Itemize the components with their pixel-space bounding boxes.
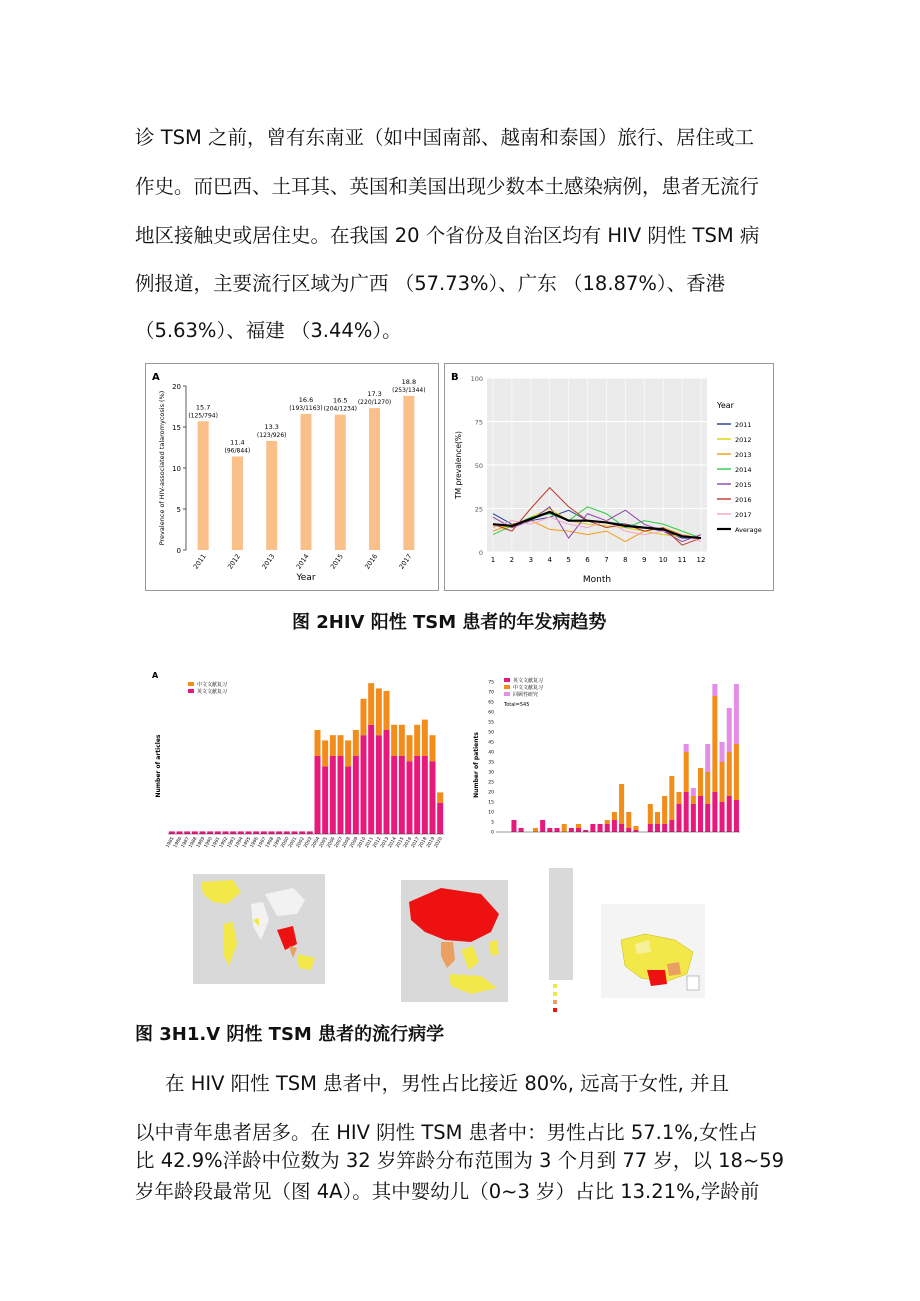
y-tick-label: 75: [474, 418, 483, 427]
bar-segment: [598, 824, 603, 832]
bar-segment: [422, 720, 428, 756]
bar-segment: [376, 688, 382, 735]
x-tick-label: 1989: [196, 836, 207, 849]
fig2a-bar-chart: [146, 364, 438, 590]
x-tick-label: 1992: [219, 836, 230, 849]
bar-segment: [207, 831, 213, 834]
data-label: (96/844): [224, 447, 251, 455]
bar-segment: [720, 802, 725, 832]
x-tick-label: 2015: [395, 836, 406, 849]
bar-segment: [376, 735, 382, 834]
bar-segment: [230, 831, 236, 834]
x-axis-label: Month: [582, 575, 612, 585]
x-tick-label: 2019: [426, 836, 437, 849]
bar-segment: [655, 812, 660, 824]
bar-segment: [605, 824, 610, 832]
annotation: Total=545: [504, 702, 530, 708]
body-line: 比 42.9%洋龄中位数为 32 岁笄龄分布范围为 3 个月到 77 岁，以 18~59: [135, 1149, 785, 1172]
bar-segment: [330, 735, 336, 756]
bar-segment: [734, 800, 739, 832]
y-tick-label: 10: [488, 810, 494, 816]
asia-map: [401, 880, 508, 1002]
bar-segment: [353, 730, 359, 756]
data-label: 13.3: [264, 422, 279, 431]
bar-segment: [315, 730, 321, 756]
x-tick-label: 2007: [334, 836, 345, 849]
bar-segment: [676, 792, 681, 804]
x-axis-label: Year: [296, 573, 316, 583]
bar-segment: [626, 828, 631, 832]
bar-segment: [200, 831, 206, 834]
x-tick-label: 2004: [311, 836, 322, 849]
y-tick-label: 15: [172, 424, 181, 432]
x-tick-label: 1991: [211, 836, 222, 849]
bar-segment: [727, 796, 732, 832]
x-tick-label: 8: [623, 556, 628, 564]
bar-segment: [322, 740, 328, 766]
x-tick-label: 2010: [357, 836, 368, 849]
x-tick-label: 1997: [257, 836, 268, 849]
y-tick-label: 15: [488, 800, 494, 806]
bar-segment: [345, 740, 351, 766]
fig2-caption: 图 2HIV 阳性 TSM 患者的年发病趋势: [292, 612, 607, 633]
x-tick-label: 2020: [433, 836, 444, 849]
bar-segment: [691, 804, 696, 832]
legend-entry: 中文文献复习: [197, 682, 228, 688]
legend-entry: 2016: [735, 496, 752, 504]
bar-segment: [662, 796, 667, 824]
bar-segment: [655, 824, 660, 832]
y-tick-label: 20: [172, 383, 181, 391]
fig2b-line-chart: [445, 364, 773, 590]
bar-segment: [238, 831, 244, 834]
bar: [266, 441, 277, 550]
bar-segment: [569, 828, 574, 832]
bar-segment: [437, 792, 443, 802]
x-tick-label: 2012: [226, 552, 243, 571]
fig3-caption: 图 3H1.V 阴性 TSM 患者的流行病学: [135, 1024, 445, 1045]
y-tick-label: 20: [488, 790, 494, 796]
bar: [301, 414, 312, 550]
data-label: (220/1270): [357, 399, 392, 407]
y-axis-label: Number of patients: [473, 732, 480, 798]
bar-segment: [307, 831, 313, 834]
x-tick-label: 3: [528, 556, 534, 564]
bar-segment: [562, 824, 567, 832]
bar-segment: [734, 744, 739, 800]
bar-segment: [384, 730, 390, 834]
bar-segment: [338, 756, 344, 834]
bar-segment: [727, 752, 732, 796]
legend-entry: 2015: [735, 481, 752, 489]
bar-segment: [414, 725, 420, 756]
legend-swatch: [504, 685, 510, 689]
x-tick-label: 1994: [234, 836, 245, 849]
bar-segment: [698, 796, 703, 832]
bar: [232, 457, 243, 550]
bar-segment: [633, 826, 638, 830]
panel-label: A: [152, 671, 159, 680]
bar-segment: [414, 756, 420, 834]
bar-segment: [407, 761, 413, 834]
bar-segment: [368, 725, 374, 834]
bar-segment: [669, 820, 674, 832]
legend-entry: 英文文献复习: [197, 689, 228, 695]
bar-segment: [712, 684, 717, 696]
y-tick-label: 70: [488, 690, 494, 696]
bar-segment: [391, 756, 397, 834]
x-tick-label: 1986: [173, 836, 184, 849]
bar-segment: [192, 831, 198, 834]
y-tick-label: 50: [474, 462, 483, 470]
bar: [369, 408, 380, 550]
x-tick-label: 2014: [387, 836, 398, 849]
y-tick-label: 10: [172, 465, 181, 473]
y-tick-label: 75: [488, 680, 494, 686]
bar-segment: [246, 831, 252, 834]
bar-segment: [430, 761, 436, 834]
bar-segment: [576, 824, 581, 828]
bar-segment: [698, 768, 703, 796]
y-tick-label: 65: [488, 700, 494, 706]
panel-label: B: [451, 372, 459, 383]
legend-entry: 2011: [735, 421, 752, 429]
bar-segment: [662, 824, 667, 832]
x-tick-label: 2013: [260, 552, 277, 571]
x-tick-label: 2013: [380, 836, 391, 849]
x-tick-label: 1990: [203, 836, 214, 849]
y-tick-label: 30: [488, 770, 494, 776]
x-tick-label: 12: [696, 556, 706, 564]
x-tick-label: 5: [566, 556, 571, 564]
intro-line: 例报道，主要流行区域为广西 （57.73%）、广东 （18.87%）、香港: [135, 272, 726, 295]
x-tick-label: 1985: [165, 836, 176, 849]
intro-line: 作史。而巴西、土耳其、英国和美国出现少数本土感染病例，患者无流行: [135, 175, 760, 198]
data-label: (123/926): [256, 431, 287, 439]
legend-entry: 2012: [735, 436, 752, 444]
bar-segment: [361, 699, 367, 735]
body-line: 在 HIV 阳性 TSM 患者中，男性占比接近 80%, 远高于女性, 并且: [165, 1072, 729, 1095]
bar-segment: [648, 804, 653, 824]
data-label: 17.3: [367, 390, 382, 399]
bar-segment: [612, 820, 617, 832]
x-tick-label: 2002: [295, 836, 306, 849]
bar-segment: [547, 828, 552, 832]
bar-segment: [292, 831, 298, 834]
bar-segment: [605, 820, 610, 824]
x-tick-label: 2014: [294, 552, 311, 571]
x-tick-label: 1996: [249, 836, 260, 849]
x-tick-label: 2011: [364, 836, 375, 849]
bar-segment: [322, 766, 328, 834]
data-label: 16.5: [333, 396, 348, 405]
bar-segment: [669, 776, 674, 820]
bar-segment: [705, 744, 710, 772]
intro-line: 诊 TSM 之前，曾有东南亚（如中国南部、越南和泰国）旅行、居住或工: [135, 126, 755, 149]
bar-segment: [705, 804, 710, 832]
data-label: 11.4: [230, 438, 245, 447]
y-tick-label: 25: [474, 505, 483, 514]
bar-segment: [215, 831, 221, 834]
fig3a-bar-chart: [148, 668, 448, 863]
bar-segment: [261, 831, 267, 834]
bar-segment: [648, 824, 653, 832]
x-tick-label: 2016: [363, 552, 380, 571]
bar-segment: [691, 788, 696, 796]
y-tick-label: 0: [176, 547, 181, 555]
x-tick-label: 2: [509, 556, 515, 564]
x-tick-label: 11: [677, 556, 687, 564]
legend-entry: 2017: [735, 511, 752, 519]
bar: [403, 396, 414, 550]
bar-segment: [734, 684, 739, 744]
bar-segment: [361, 735, 367, 834]
bar-segment: [384, 691, 390, 730]
y-tick-label: 5: [491, 820, 494, 826]
y-tick-label: 5: [176, 506, 181, 514]
x-tick-label: 2011: [191, 552, 208, 571]
bar-segment: [576, 828, 581, 832]
bar-segment: [338, 735, 344, 756]
bar-segment: [253, 831, 259, 834]
bar-segment: [169, 831, 175, 834]
fig2-panel-b: [444, 363, 774, 591]
y-tick-label: 55: [488, 720, 494, 726]
bar-segment: [720, 762, 725, 802]
bar-segment: [511, 820, 516, 832]
y-tick-label: 50: [488, 730, 494, 736]
fig3b-bar-chart: [468, 668, 748, 838]
x-tick-label: 2006: [326, 836, 337, 849]
panel-label: A: [152, 372, 160, 383]
bar-segment: [712, 696, 717, 792]
bar-segment: [177, 831, 183, 834]
x-tick-label: 2017: [397, 552, 414, 571]
bar-segment: [684, 752, 689, 792]
bar-segment: [712, 792, 717, 832]
x-tick-label: 2005: [318, 836, 329, 849]
y-axis-label: Number of articles: [155, 734, 162, 798]
bar-segment: [330, 756, 336, 834]
y-tick-label: 45: [488, 740, 494, 746]
legend-swatch: [504, 692, 510, 696]
bar-segment: [368, 683, 374, 725]
bar-segment: [276, 831, 282, 834]
bar-segment: [519, 828, 524, 832]
x-tick-label: 10: [658, 556, 668, 564]
x-tick-label: 1998: [265, 836, 276, 849]
y-tick-label: 40: [488, 750, 494, 756]
x-tick-label: 2016: [403, 836, 414, 849]
bar-segment: [691, 796, 696, 804]
body-line: 以中青年患者居多。在 HIV 阴性 TSM 患者中：男性占比 57.1%,女性占: [135, 1121, 758, 1144]
x-tick-label: 1995: [242, 836, 253, 849]
bar-segment: [284, 831, 290, 834]
map-legend-strip: [549, 868, 573, 1014]
legend-swatch: [188, 682, 194, 686]
data-label: (204/1234): [323, 405, 358, 413]
x-tick-label: 2017: [410, 836, 421, 849]
intro-line: 地区接触史或居住史。在我国 20 个省份及自治区均有 HIV 阴性 TSM 病: [135, 224, 760, 247]
x-tick-label: 1987: [180, 836, 191, 849]
legend-swatch: [504, 678, 510, 682]
bar-segment: [533, 828, 538, 832]
data-label: 18.8: [401, 377, 417, 386]
bar-segment: [422, 756, 428, 834]
y-tick-label: 25: [488, 780, 494, 786]
legend-entry: 英文文献复习: [513, 678, 544, 684]
x-tick-label: 2000: [280, 836, 291, 849]
bar-segment: [705, 772, 710, 804]
data-label: (193/1163): [289, 404, 323, 412]
bar-segment: [353, 756, 359, 834]
x-tick-label: 2001: [288, 836, 299, 849]
legend-entry: 2013: [735, 451, 752, 459]
x-tick-label: 7: [604, 556, 609, 564]
bar-segment: [619, 824, 624, 832]
bar: [335, 415, 346, 550]
bar-segment: [727, 708, 732, 752]
x-tick-label: 1988: [188, 836, 199, 849]
bar-segment: [299, 831, 305, 834]
bar-segment: [391, 725, 397, 756]
china-province-map: [601, 904, 705, 998]
bar-segment: [684, 744, 689, 752]
body-line: 岁年龄段最常见（图 4A）。其中婴幼儿（0~3 岁）占比 13.21%,学龄前: [135, 1180, 760, 1203]
bar-segment: [626, 812, 631, 828]
legend-entry: Average: [735, 526, 762, 534]
x-tick-label: 2008: [341, 836, 352, 849]
x-tick-label: 2012: [372, 836, 383, 849]
data-label: (125/794): [188, 412, 218, 420]
bar-segment: [430, 735, 436, 761]
bar-segment: [407, 735, 413, 761]
x-tick-label: 4: [547, 556, 552, 564]
legend-entry: 2014: [735, 466, 752, 474]
x-tick-label: 2015: [328, 552, 345, 571]
bar-segment: [720, 742, 725, 762]
bar-segment: [345, 766, 351, 834]
x-tick-label: 9: [642, 556, 647, 564]
fig2-panel-a: [145, 363, 439, 591]
data-label: (253/1344): [392, 386, 426, 394]
y-tick-label: 0: [478, 549, 483, 557]
bar-segment: [437, 803, 443, 834]
x-tick-label: 1: [490, 556, 496, 564]
x-tick-label: 2009: [349, 836, 360, 849]
bar-segment: [554, 828, 559, 832]
y-tick-label: 35: [488, 760, 494, 766]
bar-segment: [223, 831, 229, 834]
x-tick-label: 2018: [418, 836, 429, 849]
bar-segment: [590, 824, 595, 832]
data-label: 15.7: [195, 403, 211, 412]
legend-swatch: [188, 689, 194, 693]
x-tick-label: 6: [585, 556, 590, 564]
x-tick-label: 1993: [226, 836, 237, 849]
y-tick-label: 100: [470, 375, 483, 383]
bar-segment: [399, 725, 405, 756]
legend-title: Year: [717, 401, 734, 410]
bar-segment: [540, 820, 545, 832]
bar-segment: [399, 756, 405, 834]
intro-line: （5.63%）、福建 （3.44%）。: [135, 319, 402, 342]
y-tick-label: 0: [491, 830, 494, 836]
y-tick-label: 60: [488, 710, 494, 716]
y-axis-label: Prevalence of HIV-associated talaromycosis (%): [158, 390, 166, 546]
bar-segment: [269, 831, 275, 834]
legend-entry: 回顾性研究: [513, 692, 539, 698]
bar-segment: [676, 804, 681, 832]
data-label: 16.6: [298, 395, 314, 404]
bar-segment: [684, 792, 689, 832]
world-map: [193, 874, 325, 984]
bar-segment: [619, 784, 624, 824]
x-tick-label: 1999: [272, 836, 283, 849]
y-axis-label: TM prevalence(%): [454, 431, 463, 499]
bar-segment: [315, 756, 321, 834]
bar: [198, 421, 209, 550]
x-tick-label: 2003: [303, 836, 314, 849]
bar-segment: [184, 831, 190, 834]
legend-entry: 中文文献复习: [513, 685, 544, 691]
bar-segment: [612, 812, 617, 820]
